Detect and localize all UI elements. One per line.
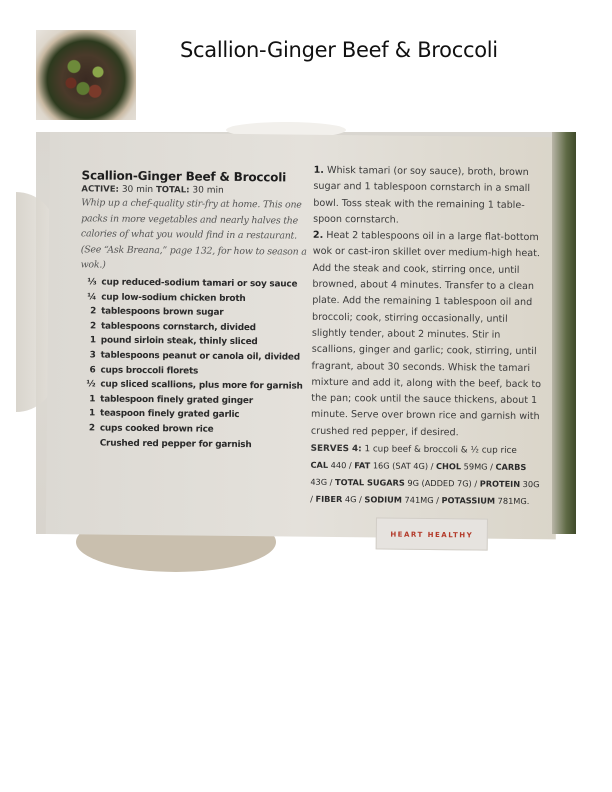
total-value: 30 min bbox=[192, 185, 224, 196]
ingredient-text: tablespoons brown sugar bbox=[101, 306, 224, 318]
ingredient-qty: ¼ bbox=[87, 291, 97, 303]
ingredient-text: Crushed red pepper for garnish bbox=[99, 438, 252, 450]
active-label: ACTIVE: bbox=[81, 184, 120, 195]
ingredient-text: cup sliced scallions, plus more for garnish bbox=[100, 379, 303, 392]
nutrition-facts bbox=[310, 457, 543, 510]
nutrition-label: SODIUM bbox=[364, 494, 403, 505]
nutrition-value: 781MG. bbox=[497, 495, 530, 506]
step-number: 2. bbox=[312, 229, 324, 242]
ingredient-text: tablespoon finely grated ginger bbox=[100, 394, 253, 406]
recipe-intro: Whip up a chef-quality stir-fry at home. This one packs in more vegetables and nearly halves the calories of what you would find in a restaurant. (See “Ask Breana,” page 132, for how to season a wok.) bbox=[80, 197, 307, 271]
step-text: Heat 2 tablespoons oil in a large flat-bottom wok or cast-iron skillet over medium-high heat. Add the steak and cook, stirring once, until browned, about 4 minutes. Transfer to a clean plate. Add the remaining 1 tablespoon oil and broccoli; cook, stirring occasionally, until slightly tender, about 2 minutes. Stir in scallions, ginger and garlic; cook, stirring, until fragrant, about 30 seconds. Whisk the tamari mixture and add it, along with the beef, back to the pan; cook until the sauce thickens, about 1 minute. Serve over brown rice and garnish with crushed red pepper, if desired. bbox=[310, 230, 542, 439]
nutrition-value: 9G (ADDED 7G) / bbox=[407, 477, 478, 489]
ingredient-text: cups cooked brown rice bbox=[99, 423, 214, 435]
background-greenery bbox=[552, 132, 576, 534]
nutrition-value: 16G (SAT 4G) / bbox=[372, 460, 434, 472]
ingredient-qty: ⅓ bbox=[87, 277, 97, 288]
ingredient-text: tablespoons peanut or canola oil, divided bbox=[100, 350, 300, 363]
step-text: Whisk tamari (or soy sauce), broth, brown sugar and 1 tablespoon cornstarch in a small bowl. Toss steak with the remaining 1 table-spoon cornstarch. bbox=[313, 164, 531, 226]
nutrition-value: 30G / bbox=[310, 479, 540, 504]
badge-label: HEART HEALTHY bbox=[390, 530, 474, 540]
ingredient-qty: 6 bbox=[89, 364, 96, 376]
ingredient-text: tablespoons cornstarch, divided bbox=[100, 321, 256, 333]
ingredient-item bbox=[79, 436, 309, 453]
nutrition-value: 440 / bbox=[330, 460, 352, 471]
food-image bbox=[56, 50, 116, 105]
ingredient-qty: 1 bbox=[89, 335, 96, 346]
ingredient-text: teaspoon finely grated garlic bbox=[99, 408, 240, 421]
recipe-right-column bbox=[310, 163, 546, 510]
nutrition-value: 43G / bbox=[310, 476, 333, 488]
nutrition-label: CAL bbox=[310, 460, 329, 471]
magazine-page bbox=[46, 132, 560, 539]
ingredient-qty: 3 bbox=[89, 350, 96, 361]
active-value: 30 min bbox=[121, 184, 154, 196]
recipe-photo bbox=[36, 132, 576, 540]
ingredient-text: cup reduced-sodium tamari or soy sauce bbox=[101, 277, 298, 290]
step-1 bbox=[313, 163, 546, 231]
page-title: Scallion-Ginger Beef & Broccoli bbox=[180, 38, 498, 62]
ingredient-list bbox=[79, 275, 311, 453]
serves-label: SERVES 4: bbox=[310, 443, 362, 455]
step-number: 1. bbox=[313, 164, 324, 176]
ingredient-qty bbox=[79, 436, 100, 451]
nutrition-label: CHOL bbox=[435, 461, 462, 472]
ingredient-text: cup low-sodium chicken broth bbox=[101, 292, 246, 304]
nutrition-value: 4G / bbox=[344, 494, 362, 505]
nutrition-value: 59MG / bbox=[463, 461, 493, 472]
nutrition-value: 741MG / bbox=[404, 494, 440, 506]
ingredient-qty: 2 bbox=[88, 423, 95, 434]
recipe-title: Scallion-Ginger Beef & Broccoli bbox=[81, 168, 287, 185]
ingredient-qty: ½ bbox=[86, 379, 96, 390]
nutrition-label: PROTEIN bbox=[479, 478, 521, 490]
heart-healthy-badge bbox=[376, 517, 488, 550]
step-2 bbox=[311, 228, 545, 442]
ingredient-text: pound sirloin steak, thinly sliced bbox=[100, 335, 258, 348]
nutrition-label: FIBER bbox=[315, 493, 343, 505]
nutrition-label: TOTAL SUGARS bbox=[335, 477, 405, 488]
ingredient-qty: 1 bbox=[89, 408, 96, 419]
total-label: TOTAL: bbox=[155, 185, 190, 196]
recipe-thumbnail bbox=[36, 30, 136, 120]
nutrition-label: CARBS bbox=[495, 462, 527, 473]
recipe-left-column bbox=[79, 168, 312, 452]
nutrition-label: POTASSIUM bbox=[441, 495, 496, 506]
nutrition-label: FAT bbox=[354, 460, 371, 471]
ingredient-text: cups broccoli florets bbox=[100, 365, 199, 377]
ingredient-qty: 2 bbox=[90, 306, 97, 317]
ingredient-qty: 2 bbox=[89, 321, 97, 332]
serves-value: 1 cup beef & broccoli & ½ cup rice bbox=[364, 444, 517, 456]
ingredient-qty: 1 bbox=[89, 394, 96, 405]
